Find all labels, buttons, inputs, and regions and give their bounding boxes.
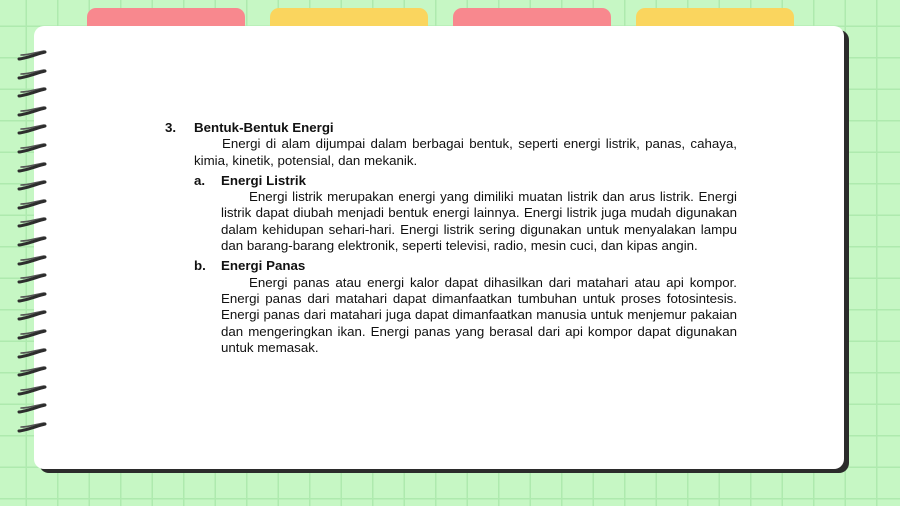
- spiral-ring: [17, 87, 47, 98]
- spiral-ring: [17, 385, 47, 396]
- section-intro: Energi di alam dijumpai dalam berbagai bentuk, seperti energi listrik, panas, cahaya, kimia, kinetik, potensial, dan mekanik.: [194, 136, 737, 168]
- spiral-ring: [17, 422, 47, 433]
- subsection-b-letter: b.: [194, 258, 206, 274]
- spiral-ring: [17, 143, 47, 154]
- spiral-ring: [17, 273, 47, 284]
- spiral-ring: [17, 162, 47, 173]
- spiral-ring: [17, 366, 47, 377]
- spiral-ring: [17, 199, 47, 210]
- spiral-ring: [17, 310, 47, 321]
- spiral-ring: [17, 329, 47, 340]
- spiral-ring: [17, 124, 47, 135]
- subsection-b-title: Energi Panas: [221, 258, 306, 274]
- document-content: [165, 120, 737, 356]
- spiral-ring: [17, 180, 47, 191]
- spiral-ring: [17, 50, 47, 61]
- spiral-ring: [17, 69, 47, 80]
- spiral-ring: [17, 403, 47, 414]
- spiral-ring: [17, 255, 47, 266]
- spiral-ring: [17, 106, 47, 117]
- spiral-ring: [17, 348, 47, 359]
- subsection-b-body: Energi panas atau energi kalor dapat dihasilkan dari matahari atau api kompor. Energi panas dari matahari dapat dimanfaatkan tumbuhan untuk proses fotosintesis. Energi panas dari matahari juga dapat dimanfaatkan manusia untuk menjemur pakaian dan mengeringkan ikan. Energi panas yang berasal dari api kompor dapat digunakan untuk memasak.: [221, 274, 737, 355]
- subsection-a: [194, 173, 737, 254]
- subsection-a-letter: a.: [194, 172, 206, 188]
- subsection-a-title: Energi Listrik: [221, 172, 306, 188]
- spiral-ring: [17, 217, 47, 228]
- section-number: 3.: [165, 120, 177, 135]
- subsection-b: [194, 258, 737, 356]
- section-heading: [165, 120, 737, 136]
- section-title: Bentuk-Bentuk Energi: [194, 120, 334, 135]
- spiral-ring: [17, 236, 47, 247]
- spiral-ring: [17, 292, 47, 303]
- subsection-a-body: Energi listrik merupakan energi yang dimiliki muatan listrik dan arus listrik. Energi listrik dapat diubah menjadi bentuk energi lainnya. Energi listrik juga mudah digunakan dalam kehidupan sehari-hari. Energi listrik sering digunakan untuk menyalakan lampu dan barang-barang elektronik, seperti televisi, radio, mesin cuci, dan kipas angin.: [221, 189, 737, 254]
